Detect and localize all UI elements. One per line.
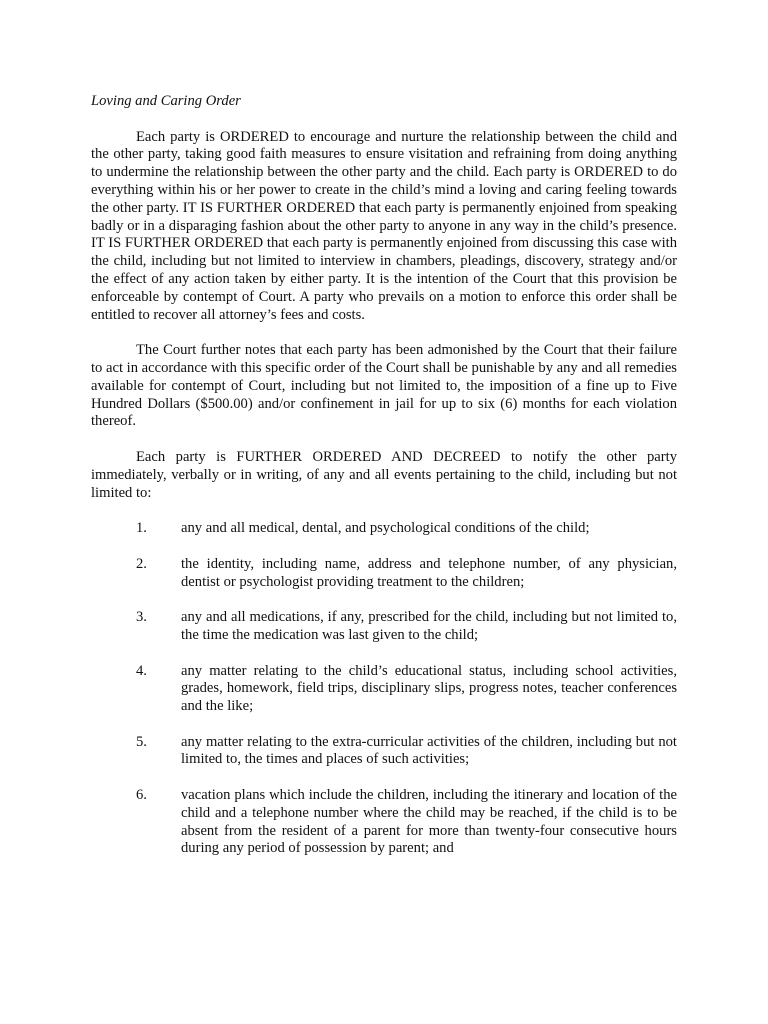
list-item-text: any matter relating to the extra-curricular activities of the children, including but not limited to, the times and places of such activities; <box>181 733 677 768</box>
paragraph-loving-caring-order: Each party is ORDERED to encourage and nurture the relationship between the child and the other party, taking good faith measures to ensure visitation and refraining from doing anything to undermine the relationship between the other party and the child. Each party is ORDERED to do everything within his or her power to create in the child’s mind a loving and caring feeling towards the other party. IT IS FURTHER ORDERED that each party is permanently enjoined from speaking badly or in a disparaging fashion about the other party to anyone in any way in the child’s presence. IT IS FURTHER ORDERED that each party is permanently enjoined from discussing this case with the child, including but not limited to interview in chambers, pleadings, discovery, strategy and/or the effect of any action taken by either party. It is the intention of the Court that this provision be enforceable by contempt of Court. A party who prevails on a motion to enforce this order shall be entitled to recover all attorney’s fees and costs. <box>91 128 677 323</box>
list-item <box>91 556 677 592</box>
list-item-number: 6. <box>136 787 147 804</box>
document-page <box>91 93 677 876</box>
list-item-number: 3. <box>136 609 147 626</box>
list-item-number: 1. <box>136 520 147 537</box>
list-item <box>91 787 677 858</box>
list-item <box>91 520 677 538</box>
list-item <box>91 734 677 770</box>
list-item-text: any matter relating to the child’s educational status, including school activities, grades, homework, field trips, disciplinary slips, progress notes, teacher conferences and the like; <box>181 662 677 715</box>
list-item-text: the identity, including name, address and telephone number, of any physician, dentist or psychologist providing treatment to the children; <box>181 555 677 590</box>
list-item-number: 4. <box>136 662 147 679</box>
list-item-text: any and all medications, if any, prescribed for the child, including but not limited to, the time the medication was last given to the child; <box>181 609 677 643</box>
list-item <box>91 663 677 716</box>
list-item-text: vacation plans which include the children, including the itinerary and location of the child and a telephone number where the child may be reached, if the child is to be absent from the resident of a parent for more than twenty-four consecutive hours during any period of possession by parent; and <box>181 787 677 857</box>
notification-list <box>91 520 677 858</box>
list-item-number: 5. <box>136 733 147 750</box>
list-item-text: any and all medical, dental, and psychological conditions of the child; <box>181 520 590 537</box>
paragraph-contempt-notice: The Court further notes that each party has been admonished by the Court that their failure to act in accordance with this specific order of the Court shall be punishable by any and all remedies available for contempt of Court, including but not limited to, the imposition of a fine up to Five Hundred Dollars ($500.00) and/or confinement in jail for up to six (6) months for each violation thereof. <box>91 342 677 430</box>
paragraph-notification-order: Each party is FURTHER ORDERED AND DECREED to notify the other party immediately, verbally or in writing, of any and all events pertaining to the child, including but not limited to: <box>91 448 677 501</box>
list-item <box>91 609 677 645</box>
list-item-number: 2. <box>136 555 147 572</box>
section-heading: Loving and Caring Order <box>91 93 241 109</box>
